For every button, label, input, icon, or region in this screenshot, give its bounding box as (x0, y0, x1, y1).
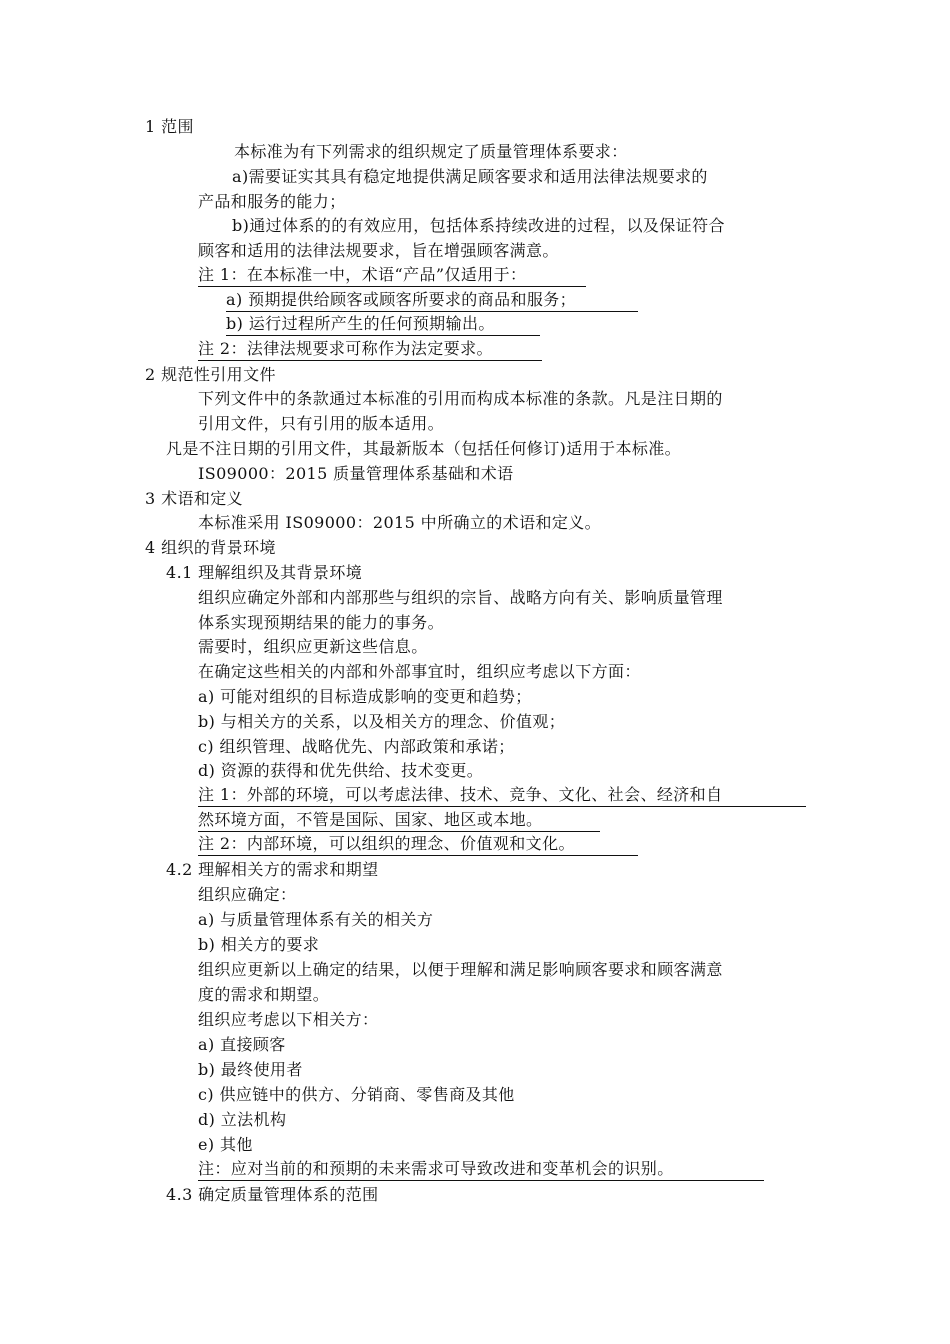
note-item-line: a) 预期提供给顾客或顾客所要求的商品和服务； (226, 288, 638, 312)
list-item-line: a)需要证实其具有稳定地提供满足顾客要求和适用法律法规要求的 (232, 167, 708, 186)
note-line: 注 1：外部的环境，可以考虑法律、技术、竞争、文化、社会、经济和自 (198, 783, 806, 807)
list-item-line: a) 可能对组织的目标造成影响的变更和趋势； (198, 687, 532, 706)
paragraph-line: 需要时，组织应更新这些信息。 (198, 637, 428, 656)
paragraph-line: 产品和服务的能力； (198, 192, 346, 211)
note-line: 注 1：在本标准一中，术语“产品”仅适用于： (198, 263, 586, 287)
note-line: 注：应对当前的和预期的未来需求可导致改进和变革机会的识别。 (198, 1157, 764, 1181)
paragraph-line: 在确定这些相关的内部和外部事宜时，组织应考虑以下方面： (198, 662, 641, 681)
heading-3-terms-definitions: 3 术语和定义 (145, 489, 244, 508)
paragraph-line: 度的需求和期望。 (198, 985, 330, 1004)
paragraph-line: 组织应确定外部和内部那些与组织的宗旨、战略方向有关、影响质量管理 (198, 588, 723, 607)
list-item-line: d) 资源的获得和优先供给、技术变更。 (198, 761, 484, 780)
list-item-line: b) 最终使用者 (198, 1060, 303, 1079)
list-item-line: e) 其他 (198, 1135, 253, 1154)
heading-1-scope: 1 范围 (145, 117, 194, 136)
note-line: 然环境方面，不管是国际、国家、地区或本地。 (198, 808, 600, 832)
paragraph-line: 体系实现预期结果的能力的事务。 (198, 613, 445, 632)
paragraph-line: 顾客和适用的法律法规要求，旨在增强顾客满意。 (198, 241, 559, 260)
list-item-line: b) 相关方的要求 (198, 935, 320, 954)
paragraph-line: 本标准为有下列需求的组织规定了质量管理体系要求： (234, 142, 628, 161)
heading-4-organization-context: 4 组织的背景环境 (145, 538, 276, 557)
paragraph-line: 下列文件中的条款通过本标准的引用而构成本标准的条款。凡是注日期的 (198, 389, 723, 408)
heading-2-normative-references: 2 规范性引用文件 (145, 365, 276, 384)
subheading-4-3: 4.3 确定质量管理体系的范围 (166, 1185, 379, 1204)
note-line: 注 2：内部环境，可以组织的理念、价值观和文化。 (198, 832, 638, 856)
paragraph-line: 本标准采用 IS09000：2015 中所确立的术语和定义。 (198, 513, 602, 532)
list-item-line: c) 组织管理、战略优先、内部政策和承诺； (198, 737, 515, 756)
subheading-4-2: 4.2 理解相关方的需求和期望 (166, 860, 379, 879)
note-line: 注 2：法律法规要求可称作为法定要求。 (198, 337, 542, 361)
list-item-line: d) 立法机构 (198, 1110, 287, 1129)
list-item-line: c) 供应链中的供方、分销商、零售商及其他 (198, 1085, 515, 1104)
list-item-line: a) 直接顾客 (198, 1035, 286, 1054)
paragraph-line: 组织应更新以上确定的结果，以便于理解和满足影响顾客要求和顾客满意 (198, 960, 723, 979)
paragraph-line: 组织应考虑以下相关方： (198, 1010, 379, 1029)
list-item-line: b)通过体系的的有效应用，包括体系持续改进的过程，以及保证符合 (232, 216, 725, 235)
subheading-4-1: 4.1 理解组织及其背景环境 (166, 563, 363, 582)
list-item-line: a) 与质量管理体系有关的相关方 (198, 910, 434, 929)
paragraph-line: 组织应确定： (198, 885, 297, 904)
list-item-line: b) 与相关方的关系，以及相关方的理念、价值观； (198, 712, 566, 731)
paragraph-line: IS09000：2015 质量管理体系基础和术语 (198, 464, 514, 483)
note-item-line: b) 运行过程所产生的任何预期输出。 (226, 312, 540, 336)
paragraph-line: 凡是不注日期的引用文件，其最新版本（包括任何修订)适用于本标准。 (166, 439, 682, 458)
paragraph-line: 引用文件，只有引用的版本适用。 (198, 414, 445, 433)
